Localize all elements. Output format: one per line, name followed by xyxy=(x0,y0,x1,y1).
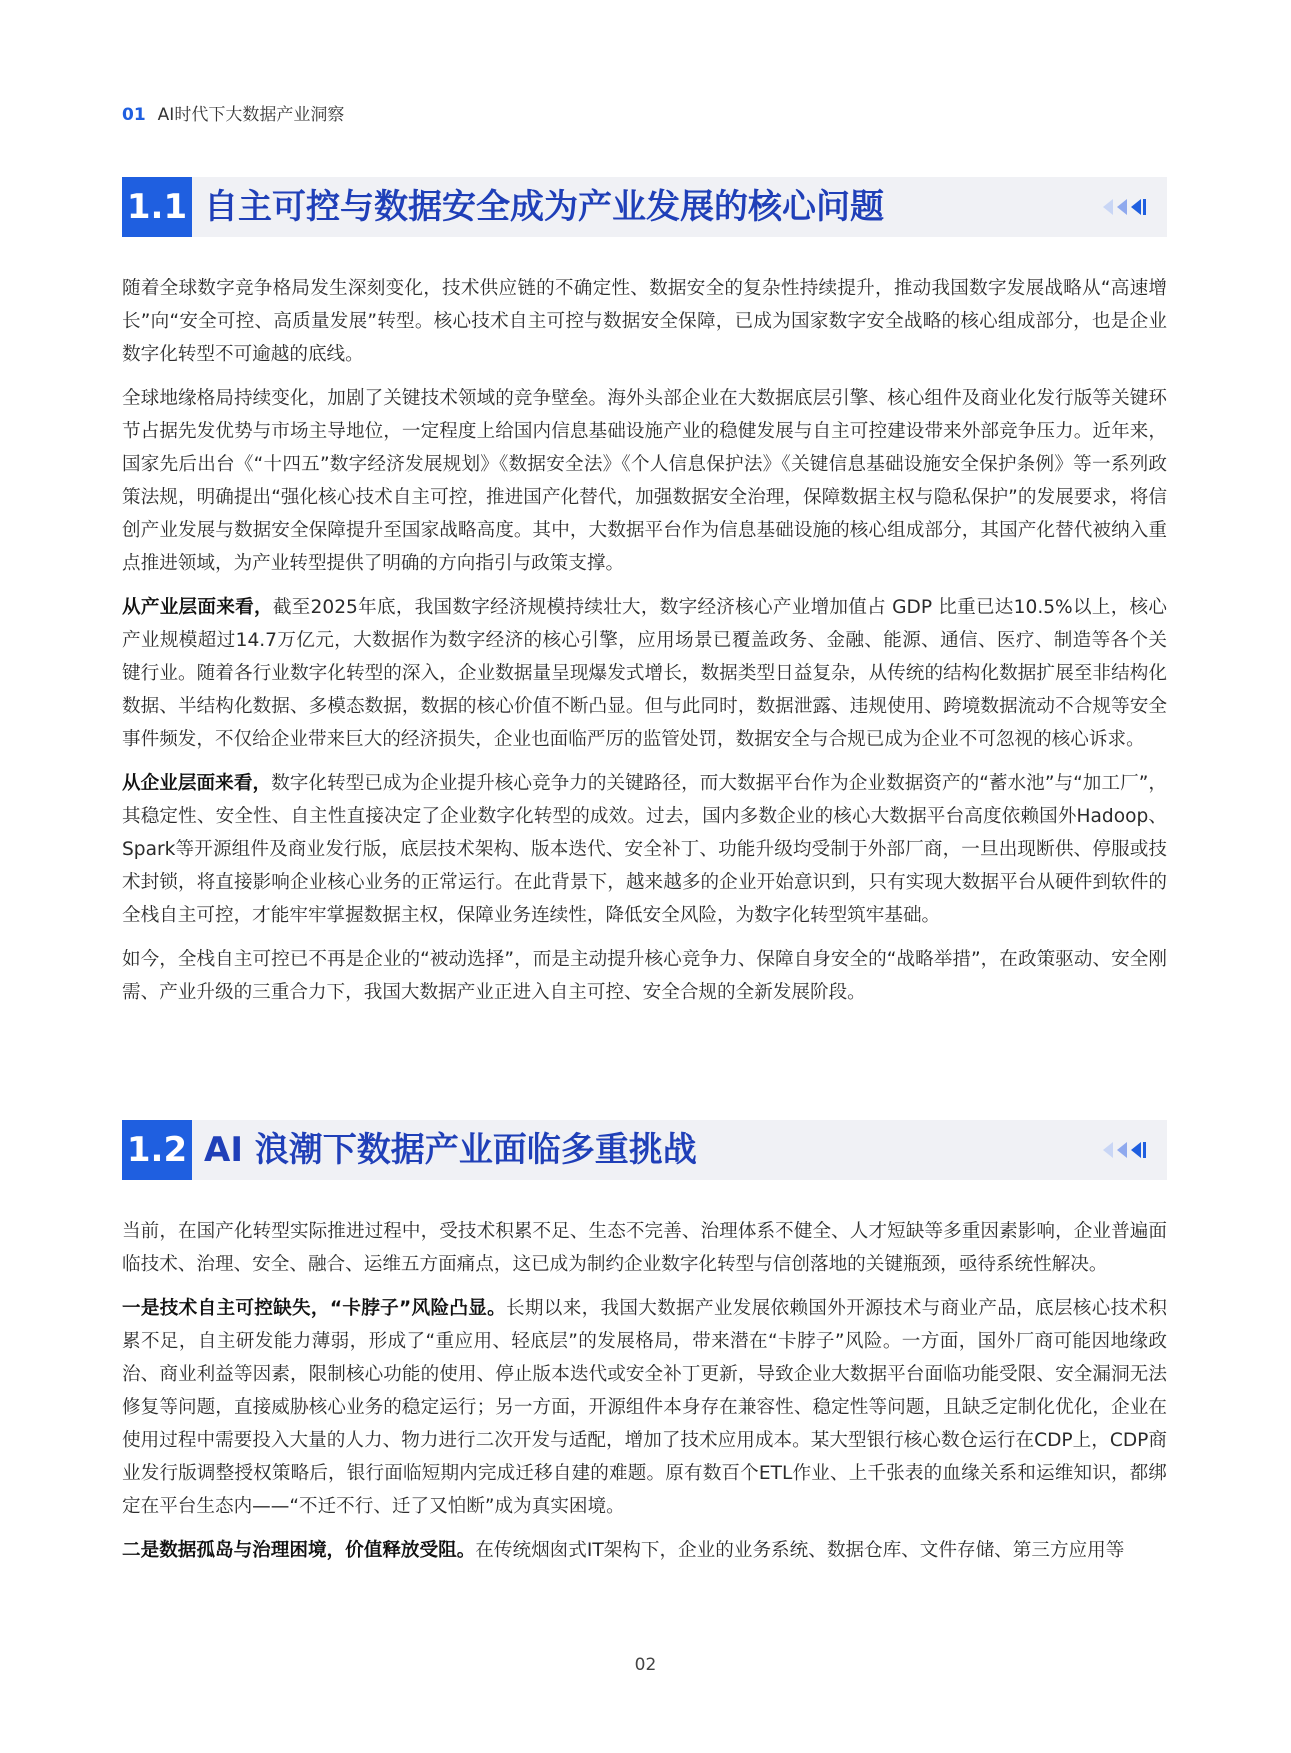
paragraph: 从产业层面来看，截至2025年底，我国数字经济规模持续壮大，数字经济核心产业增加值占 GDP 比重已达10.5%以上，核心产业规模超过14.7万亿元，大数据作为数字经济的核心引擎，应用场景已覆盖政务、金融、能源、通信、医疗、制造等各个关键行业。随着各行业数字化转型的深入，企业数据量呈现爆发式增长，数据类型日益复杂，从传统的结构化数据扩展至非结构化数据、半结构化数据、多模态数据，数据的核心价值不断凸显。但与此同时，数据泄露、违规使用、跨境数据流动不合规等安全事件频发，不仅给企业带来巨大的经济损失，企业也面临严厉的监管处罚，数据安全与合规已成为企业不可忽视的核心诉求。 xyxy=(122,597,1167,750)
section-heading-1-1 xyxy=(122,177,1167,237)
paragraph: 如今，全栈自主可控已不再是企业的“被动选择”，而是主动提升核心竞争力、保障自身安全的“战略举措”，在政策驱动、安全刚需、产业升级的三重合力下，我国大数据产业正进入自主可控、安全合规的全新发展阶段。 xyxy=(122,949,1167,1003)
rewind-arrows-icon xyxy=(1101,195,1151,219)
section-number: 1.1 xyxy=(122,177,192,237)
section-body-1-1 xyxy=(122,272,1167,1020)
section-title: AI 浪潮下数据产业面临多重挑战 xyxy=(204,1130,697,1170)
section-body-1-2 xyxy=(122,1215,1167,1578)
rewind-arrows-icon xyxy=(1101,1138,1151,1162)
section-number: 1.2 xyxy=(122,1120,192,1180)
paragraph: 当前，在国产化转型实际推进过程中，受技术积累不足、生态不完善、治理体系不健全、人才短缺等多重因素影响，企业普遍面临技术、治理、安全、融合、运维五方面痛点，这已成为制约企业数字化转型与信创落地的关键瓶颈，亟待系统性解决。 xyxy=(122,1221,1167,1275)
running-header xyxy=(122,100,344,125)
paragraph: 一是技术自主可控缺失，“卡脖子”风险凸显。长期以来，我国大数据产业发展依赖国外开源技术与商业产品，底层核心技术积累不足，自主研发能力薄弱，形成了“重应用、轻底层”的发展格局，带来潜在“卡脖子”风险。一方面，国外厂商可能因地缘政治、商业利益等因素，限制核心功能的使用、停止版本迭代或安全补丁更新，导致企业大数据平台面临功能受限、安全漏洞无法修复等问题，直接威胁核心业务的稳定运行；另一方面，开源组件本身存在兼容性、稳定性等问题，且缺乏定制化优化，企业在使用过程中需要投入大量的人力、物力进行二次开发与适配，增加了技术应用成本。某大型银行核心数仓运行在CDP上，CDP商业发行版调整授权策略后，银行面临短期内完成迁移自建的难题。原有数百个ETL作业、上千张表的血缘关系和运维知识，都绑定在平台生态内——“不迁不行、迁了又怕断”成为真实困境。 xyxy=(122,1298,1167,1517)
paragraph: 从企业层面来看，数字化转型已成为企业提升核心竞争力的关键路径，而大数据平台作为企业数据资产的“蓄水池”与“加工厂”，其稳定性、安全性、自主性直接决定了企业数字化转型的成效。过去，国内多数企业的核心大数据平台高度依赖国外Hadoop、Spark等开源组件及商业发行版，底层技术架构、版本迭代、安全补丁、功能升级均受制于外部厂商，一旦出现断供、停服或技术封锁，将直接影响企业核心业务的正常运行。在此背景下，越来越多的企业开始意识到，只有实现大数据平台从硬件到软件的全栈自主可控，才能牢牢掌握数据主权，保障业务连续性，降低安全风险，为数字化转型筑牢基础。 xyxy=(122,773,1167,926)
paragraph: 全球地缘格局持续变化，加剧了关键技术领域的竞争壁垒。海外头部企业在大数据底层引擎、核心组件及商业化发行版等关键环节占据先发优势与市场主导地位，一定程度上给国内信息基础设施产业的稳健发展与自主可控建设带来外部竞争压力。近年来，国家先后出台《“十四五”数字经济发展规划》《数据安全法》《个人信息保护法》《关键信息基础设施安全保护条例》等一系列政策法规，明确提出“强化核心技术自主可控，推进国产化替代，加强数据安全治理，保障数据主权与隐私保护”的发展要求，将信创产业发展与数据安全保障提升至国家战略高度。其中，大数据平台作为信息基础设施的核心组成部分，其国产化替代被纳入重点推进领域，为产业转型提供了明确的方向指引与政策支撑。 xyxy=(122,388,1167,574)
page-number: 02 xyxy=(634,1655,657,1675)
chapter-title: AI时代下大数据产业洞察 xyxy=(157,105,345,125)
paragraph: 随着全球数字竞争格局发生深刻变化，技术供应链的不确定性、数据安全的复杂性持续提升，推动我国数字发展战略从“高速增长”向“安全可控、高质量发展”转型。核心技术自主可控与数据安全保障，已成为国家数字安全战略的核心组成部分，也是企业数字化转型不可逾越的底线。 xyxy=(122,278,1167,365)
section-title: 自主可控与数据安全成为产业发展的核心问题 xyxy=(204,187,884,227)
paragraph: 二是数据孤岛与治理困境，价值释放受阻。在传统烟囱式IT架构下，企业的业务系统、数据仓库、文件存储、第三方应用等 xyxy=(122,1540,1125,1561)
chapter-number: 01 xyxy=(122,105,146,125)
section-heading-1-2 xyxy=(122,1120,1167,1180)
